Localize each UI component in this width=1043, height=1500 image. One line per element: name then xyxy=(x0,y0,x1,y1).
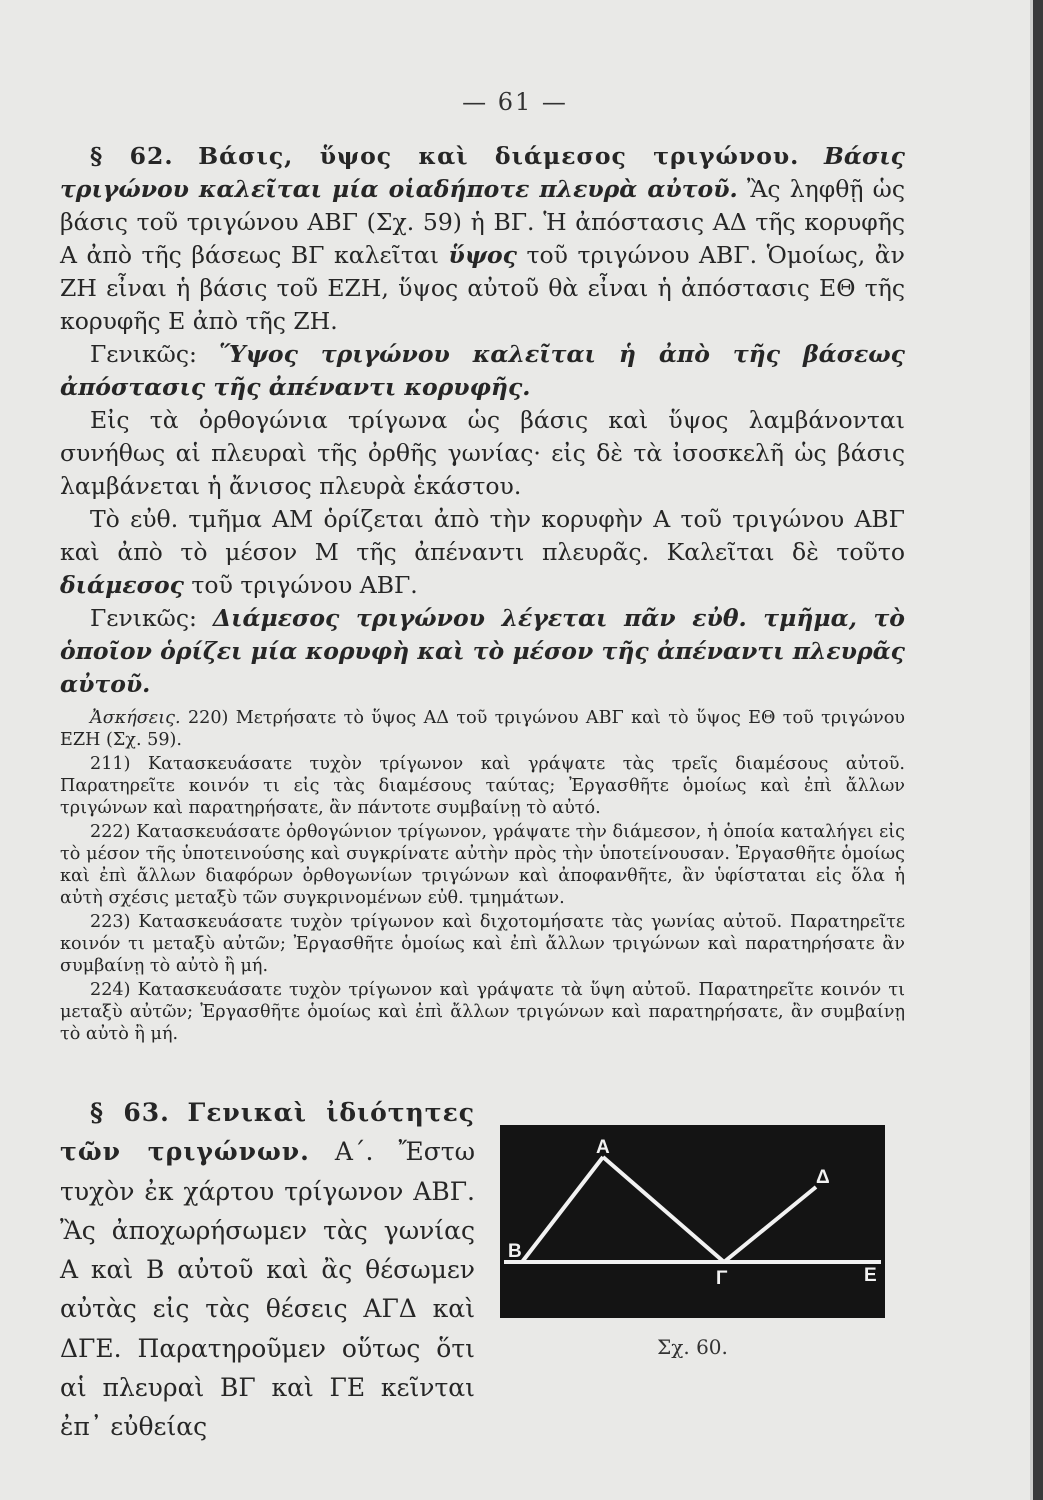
lead-text: Γενικῶς: xyxy=(90,604,197,632)
exercise-text: 220) Μετρήσατε τὸ ὕψος ΑΔ τοῦ τριγώνου ΑΒΓ καὶ τὸ ὕψος ΕΘ τοῦ τριγώνου ΕΖΗ (Σχ. 59). xyxy=(60,708,905,750)
exercise-item: 222) Κατασκευάσατε ὀρθογώνιον τρίγωνον, γράψατε τὴν διάμεσον, ἡ ὁποία καταλήγει εἰς τὸ μέσον τῆς ὑποτεινούσης καὶ συγκρίνατε αὐτὴν πρὸς τὴν ὑποτείνουσαν. Ἐργασθῆτε ὁμοίως καὶ ἐπὶ ἄλλων διαφόρων ὀρθογωνίων τριγώνων καὶ ἀποφανθῆτε, ἂν ὑφίσταται εἰς ὅλα ἡ αὐτὴ σχέσις μεταξὺ τῶν συγκρινομένων εὐθ. τμημάτων. xyxy=(60,822,905,908)
label-A: Α xyxy=(596,1137,610,1158)
paragraph-text: τοῦ τριγώνου ΑΒΓ. xyxy=(191,571,418,599)
label-G: Γ xyxy=(716,1268,728,1289)
figure-60-diagram xyxy=(500,1125,885,1318)
section-63-heading: Γενικαὶ ἰδιότητες τῶν τριγώνων. xyxy=(60,1098,476,1167)
definition-base: Βάσις τριγώνου καλεῖται μία οἱαδήποτε πλευρὰ αὐτοῦ. xyxy=(60,142,905,203)
paragraph-median xyxy=(60,503,905,602)
paragraph-text: Ἂς ληφθῇ ὡς βάσις τοῦ τριγώνου ΑΒΓ (Σχ. 59) ἡ ΒΓ. Ἡ ἀπόστασις ΑΔ τῆς κορυφῆς Α ἀπὸ τῆς βάσεως ΒΓ καλεῖται xyxy=(60,175,905,269)
side-AB xyxy=(522,1157,603,1262)
paragraph-right-isosceles: Εἰς τὰ ὀρθογώνια τρίγωνα ὡς βάσις καὶ ὕψος λαμβάνονται συνήθως αἱ πλευραὶ τῆς ὀρθῆς γωνίας· εἰς δὲ τὰ ἰσοσκελῆ ὡς βάσις λαμβάνεται ἡ ἄνισος πλευρὰ ἑκάστου. xyxy=(60,406,905,500)
section-62-number: § 62. xyxy=(90,142,174,170)
figure-caption: Σχ. 60. xyxy=(657,1335,728,1359)
lead-text: Γενικῶς: xyxy=(90,340,197,368)
section-62-paragraph xyxy=(60,140,905,338)
section-63-text: Ἔστω τυχὸν ἐκ χάρτου τρίγωνον ΑΒΓ. Ἂς ἀποχωρήσωμεν τὰς γωνίας Α καὶ Β αὐτοῦ καὶ ἂς θέσωμεν αὐτὰς εἰς τὰς θέσεις ΑΓΔ καὶ ΔΓΕ. Παρατηροῦμεν οὕτως ὅτι αἱ πλευραὶ ΒΓ καὶ ΓΕ κεῖνται ἐπ᾽ εὐθείας xyxy=(60,1137,475,1442)
exercises xyxy=(60,707,905,1045)
section-63 xyxy=(60,1093,475,1447)
section-62-heading: Βάσις, ὕψος καὶ διάμεσος τριγώνου. xyxy=(198,142,800,170)
exercise-item: 223) Κατασκευάσατε τυχὸν τρίγωνον καὶ διχοτομήσατε τὰς γωνίας αὐτοῦ. Παρατηρεῖτε κοινόν τι μεταξὺ αὐτῶν; Ἐργασθῆτε ὁμοίως καὶ ἐπὶ ἄλλων τριγώνων καὶ παρατηρήσατε ἂν συμβαίνῃ τὸ αὐτὸ ἢ μή. xyxy=(60,912,905,976)
definition-median: Διάμεσος τριγώνου λέγεται πᾶν εὐθ. τμῆμα, τὸ ὁποῖον ὁρίζει μία κορυφὴ καὶ τὸ μέσον τῆς ἀπέναντι πλευρᾶς αὐτοῦ. xyxy=(60,604,905,698)
figure-60 xyxy=(500,1125,885,1318)
section-63-paragraph xyxy=(60,1093,475,1447)
label-B: Β xyxy=(508,1241,522,1262)
section-63-number: § 63. xyxy=(90,1098,170,1127)
main-text xyxy=(60,140,905,1047)
paragraph-text: Τὸ εὐθ. τμῆμα ΑΜ ὁρίζεται ἀπὸ τὴν κορυφὴν Α τοῦ τριγώνου ΑΒΓ καὶ ἀπὸ τὸ μέσον Μ τῆς ἀπέναντι πλευρᾶς. Καλεῖται δὲ τοῦτο xyxy=(60,505,905,566)
exercise-item: 224) Κατασκευάσατε τυχὸν τρίγωνον καὶ γράψατε τὰ ὕψη αὐτοῦ. Παρατηρεῖτε κοινόν τι μεταξὺ αὐτῶν; Ἐργασθῆτε ὁμοίως καὶ ἐπὶ ἄλλων τριγώνων καὶ παρατηρήσατε, ἂν συμβαίνῃ τὸ αὐτὸ ἢ μή. xyxy=(60,980,905,1044)
exercise-item xyxy=(60,707,905,751)
definition-height-paragraph xyxy=(60,338,905,404)
section-63-sub: Α΄. xyxy=(334,1137,374,1167)
definition-median-paragraph xyxy=(60,602,905,701)
side-GD xyxy=(724,1187,816,1262)
term-median: διάμεσος xyxy=(60,571,184,599)
term-height: ὕψος xyxy=(448,241,517,269)
definition-height: Ὕψος τριγώνου καλεῖται ἡ ἀπὸ τῆς βάσεως ἀπόστασις τῆς ἀπέναντι κορυφῆς. xyxy=(60,340,905,401)
exercise-item: 211) Κατασκευάσατε τυχὸν τρίγωνον καὶ γράψατε τὰς τρεῖς διαμέσους αὐτοῦ. Παρατηρεῖτε κοινόν τι εἰς τὰς διαμέσους ταύτας; Ἐργασθῆτε ὁμοίως καὶ ἐπὶ ἄλλων τριγώνων καὶ παρατηρήσατε, ἂν πάντοτε συμβαίνῃ τὸ αὐτό. xyxy=(60,754,905,818)
side-AG xyxy=(603,1157,724,1262)
paragraph-text: τοῦ τριγώνου ΑΒΓ. Ὁμοίως, ἂν ΖΗ εἶναι ἡ βάσις τοῦ ΕΖΗ, ὕψος αὐτοῦ θὰ εἶναι ἡ ἀπόστασις ΕΘ τῆς κορυφῆς Ε ἀπὸ τῆς ΖΗ. xyxy=(60,241,905,335)
label-E: Ε xyxy=(864,1265,877,1286)
exercises-label: Ἀσκήσεις. xyxy=(90,708,181,728)
label-D: Δ xyxy=(816,1167,830,1188)
page-number: — 61 — xyxy=(462,88,568,116)
